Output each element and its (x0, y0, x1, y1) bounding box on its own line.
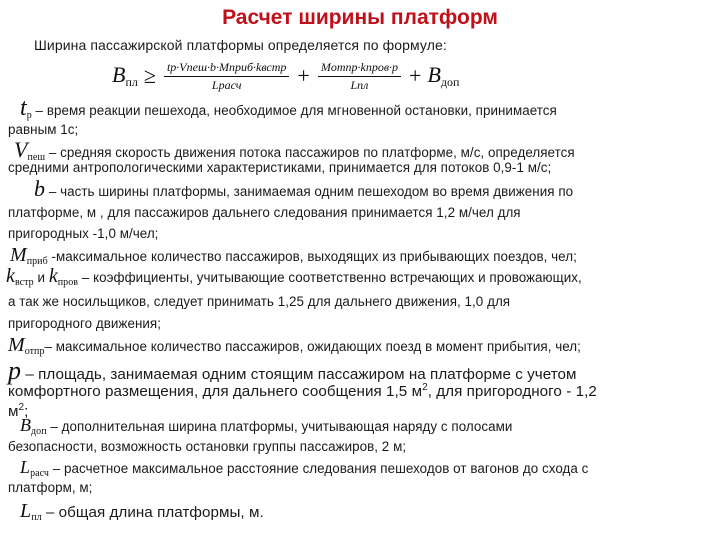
formula-rhs: $B_{доп}$ (427, 62, 460, 89)
def-lrasch-line: Lрасч – расчетное максимальное расстояние следования пешеходов от вагонов до схода с (20, 457, 589, 479)
def-vpesh-line: Vпеш – средняя скорость движения потока пассажиров по платформе, м/с, определяется (14, 137, 575, 163)
def-p-line-2: комфортного размещения, для дальнего сообщения 1,5 $м^2$, для пригородного - 1,2 (8, 382, 597, 401)
formula-plus-sign: + (297, 63, 310, 88)
def-k-line-2: а так же носильщиков, следует принимать 1,25 для дальнего движения, 1,0 для (8, 294, 511, 309)
formula-lhs: $B_{пл}$ (112, 62, 138, 89)
def-bdop-line: Bдоп – дополнительная ширина платформы, учитывающая наряду с полосами (20, 415, 513, 437)
intro-text: Ширина пассажирской платформы определяется по формуле: (34, 37, 447, 53)
def-vpesh-line-2: средними антропологическими характеристиками, принимается для потоков 0,9-1 м/с; (8, 160, 552, 175)
fraction-2-numerator: Mотпр·kпров·p (318, 60, 401, 77)
symbol-mprib: Mприб (10, 244, 48, 267)
symbol-lrasch: Lрасч (20, 457, 49, 479)
def-tp-line-2: равным 1с; (8, 122, 79, 137)
fraction-2-denominator: Lпл (350, 77, 369, 92)
def-bdop-line-2: безопасности, возможность остановки группы пассажиров, 2 м; (8, 439, 407, 454)
def-b-line-2: платформе, м , для пассажиров дальнего следования принимается 1,2 м/чел для (8, 205, 521, 220)
symbol-kprov: kпров (48, 265, 79, 288)
symbol-vpesh: Vпеш (14, 137, 46, 163)
def-k-line-3: пригородного движения; (8, 316, 161, 331)
symbol-p: p (8, 356, 22, 385)
symbol-tp: tр (20, 95, 32, 121)
symbol-bdop: Bдоп (20, 415, 47, 437)
def-mprib-line: Mприб -максимальное количество пассажиров, выходящих из прибывающих поездов, чел; (10, 244, 577, 267)
def-b-line: b – часть ширины платформы, занимаемая одним пешеходом во время движения по (34, 176, 574, 201)
symbol-lpl: Lпл (20, 500, 42, 523)
def-b-line-3: пригородных -1,0 м/чел; (8, 226, 159, 241)
symbol-kvstr: kвстр (6, 265, 34, 288)
def-tp-line: tр – время реакции пешехода, необходимое для мгновенной остановки, принимается (20, 95, 557, 121)
def-p-line-3: $м^2$; (8, 402, 29, 421)
def-k-line: kвстр и kпров – коэффициенты, учитывающие соответственно встречающих и провожающих, (6, 265, 582, 288)
def-lpl-line: Lпл – общая длина платформы, м. (20, 500, 264, 523)
symbol-b: b (34, 176, 46, 201)
fraction-1-denominator: Lрасч (211, 77, 242, 92)
formula-plus-sign-2: + (409, 63, 422, 88)
and-word: и (37, 270, 46, 285)
formula-ge-sign: ≥ (143, 63, 156, 88)
page-title: Расчет ширины платформ (222, 6, 498, 29)
def-p-line: p – площадь, занимаемая одним стоящим пассажиром на платформе с учетом (8, 356, 577, 385)
symbol-motpr: Mотпр (8, 334, 45, 357)
def-motpr-line: Mотпр– максимальное количество пассажиров, ожидающих поезд в момент прибытия, чел; (8, 334, 581, 357)
def-lrasch-line-2: платформ, м; (8, 480, 93, 495)
fraction-1-numerator: tр·Vпеш·b·Mприб·kвстр (164, 60, 289, 77)
